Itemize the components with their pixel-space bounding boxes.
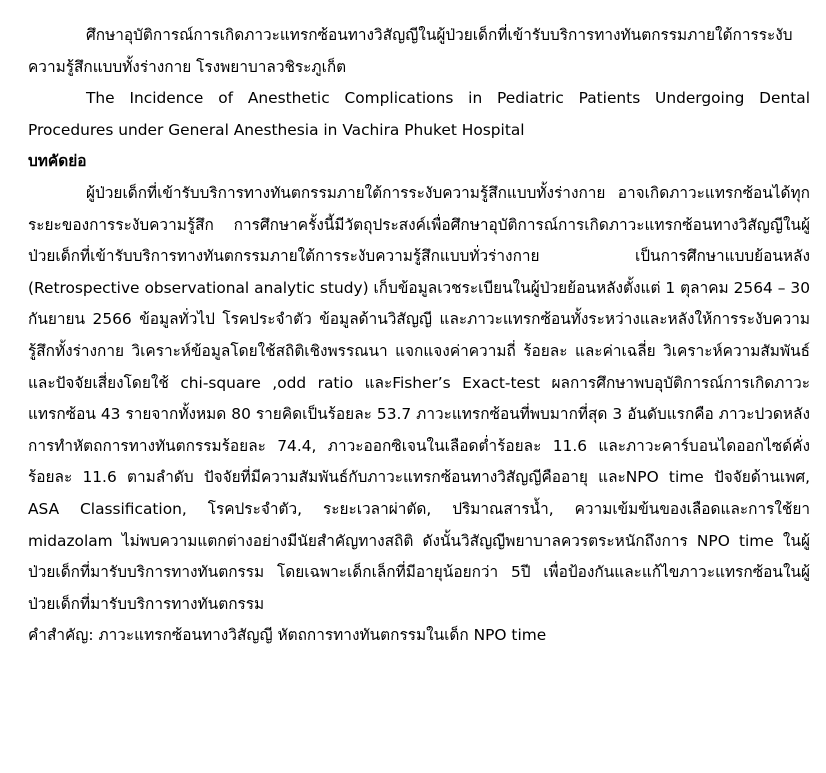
abstract-heading: บทคัดย่อ: [28, 152, 87, 171]
thai-title: ศึกษาอุบัติการณ์การเกิดภาวะแทรกซ้อนทางวิสัญญีในผู้ป่วยเด็กที่เข้ารับบริการทางทันตกรรมภายใต้การระงับความรู้สึกแบบทั้งร่างกาย โรงพยาบาลวชิระภูเก็ต: [28, 26, 793, 76]
english-title: The Incidence of Anesthetic Complications in Pediatric Patients Undergoing Dental Procedures under General Anesthesia in Vachira Phuket Hospital: [28, 89, 810, 139]
keywords-line: คำสำคัญ: ภาวะแทรกซ้อนทางวิสัญญี หัตถการทางทันตกรรมในเด็ก NPO time: [28, 626, 547, 645]
abstract-body: ผู้ป่วยเด็กที่เข้ารับบริการทางทันตกรรมภายใต้การระงับความรู้สึกแบบทั้งร่างกาย อาจเกิดภาวะแทรกซ้อนได้ทุกระยะของการระงับความรู้สึก การศึกษาครั้งนี้มีวัตถุประสงค์เพื่อศึกษาอุบัติการณ์การเกิดภาวะแทรกซ้อนทางวิสัญญีในผู้ป่วยเด็กที่เข้ารับบริการทางทันตกรรมภายใต้การระงับความรู้สึกแบบทั่วร่างกาย เป็นการศึกษาแบบย้อนหลัง (Retrospective observational analytic study) เก็บข้อมูลเวชระเบียนในผู้ป่วยย้อนหลังตั้งแต่ 1 ตุลาคม 2564 – 30 กันยายน 2566 ข้อมูลทั่วไป โรคประจำตัว ข้อมูลด้านวิสัญญี และภาวะแทรกซ้อนทั้งระหว่างและหลังให้การระงับความรู้สึกทั้งร่างกาย วิเคราะห์ข้อมูลโดยใช้สถิติเชิงพรรณนา แจกแจงค่าความถี่ ร้อยละ และค่าเฉลี่ย วิเคราะห์ความสัมพันธ์และปัจจัยเสี่ยงโดยใช้ chi-square ,odd ratio และFisher’s Exact-test ผลการศึกษาพบอุบัติการณ์การเกิดภาวะแทรกซ้อน 43 รายจากทั้งหมด 80 รายคิดเป็นร้อยละ 53.7 ภาวะแทรกซ้อนที่พบมากที่สุด 3 อันดับแรกคือ ภาวะปวดหลังการทำหัตถการทางทันตกรรมร้อยละ 74.4, ภาวะออกซิเจนในเลือดต่ำร้อยละ 11.6 และภาวะคาร์บอนไดออกไซด์คั่งร้อยละ 11.6 ตามลำดับ ปัจจัยที่มีความสัมพันธ์กับภาวะแทรกซ้อนทางวิสัญญีคืออายุ และNPO time ปัจจัยด้านเพศ, ASA Classification, โรคประจำตัว, ระยะเวลาผ่าตัด, ปริมาณสารน้ำ, ความเข้มข้นของเลือดและการใช้ยา midazolam ไม่พบความแตกต่างอย่างมีนัยสำคัญทางสถิติ ดังนั้นวิสัญญีพยาบาลควรตระหนักถึงการ NPO time ในผู้ป่วยเด็กที่มารับบริการทางทันตกรรม โดยเฉพาะเด็กเล็กที่มีอายุน้อยกว่า 5ปี เพื่อป้องกันและแก้ไขภาวะแทรกซ้อนในผู้ป่วยเด็กที่มารับบริการทางทันตกรรม: [28, 183, 810, 613]
